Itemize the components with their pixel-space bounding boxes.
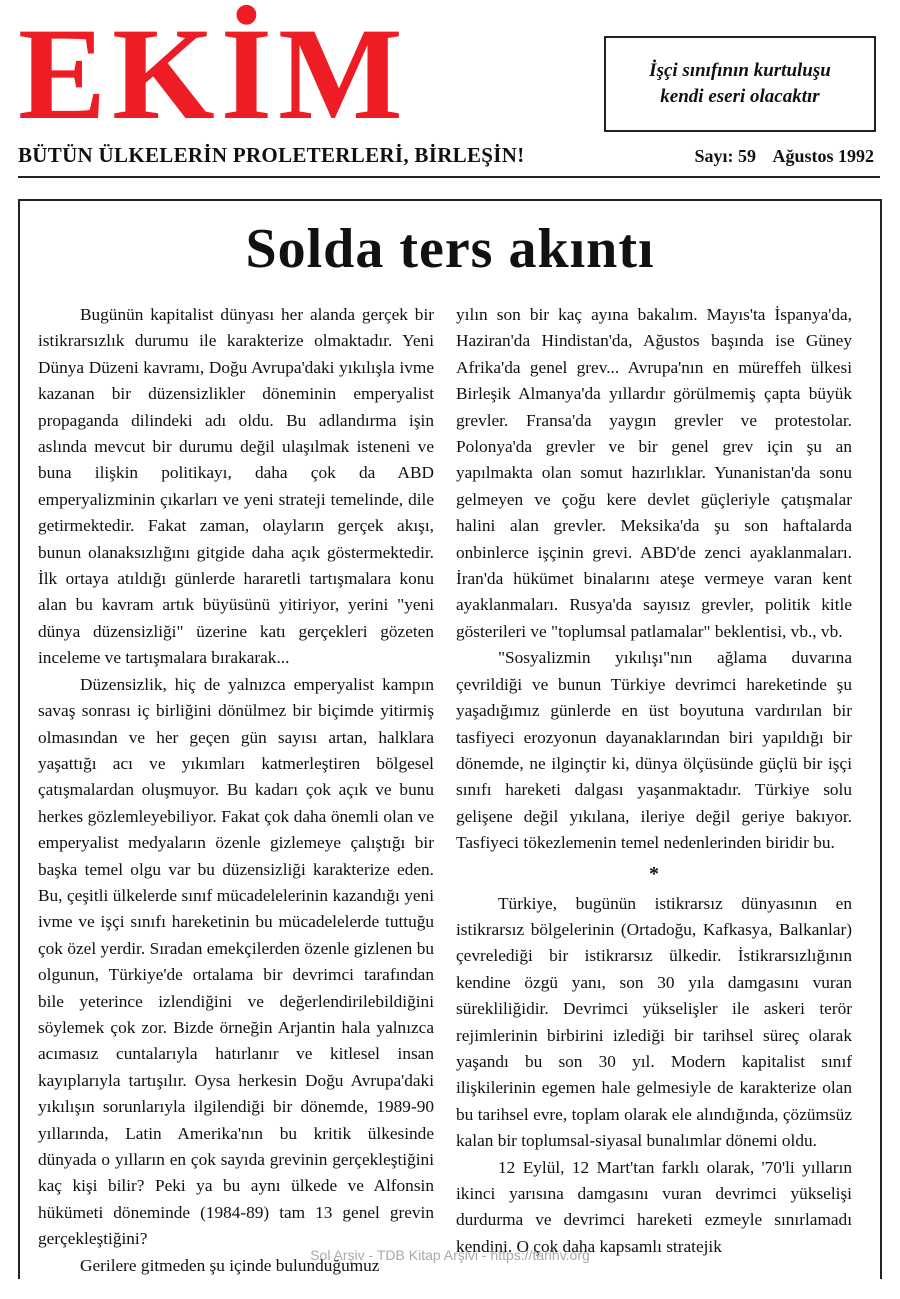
paragraph: Düzensizlik, hiç de yalnızca emperyalist kampın savaş sonrası iç birliğini dönülmez bir biçimde yitirmiş olmasından ve her geçen gün sayısı artan, halklara yaşattığı acı ve yıkımları katmerleştiren bölgesel çatışmalardan oluşmuyor. Bu kadarı çok açık ve bunu herkes gözlemleyebiliyor. Fakat çok daha önemli olan ve emperyalist medyaların özenle gizlemeye çalıştığı bir başka temel olgu var bu düzensizliği karakterize eden. Bu, çeşitli ülkelerde sınıf mücadelelerinin kazandığı yeni ivme ve işçi sınıfı hareketinin bu mücadelelerde tuttuğu çok özel yerdir. Sıradan emekçilerden özenle gizlenen bu olgunun, Türkiye'de ortalama bir devrimci tarafından bile yeterince izlendiğini ve değerlendirilebildiğini söylemek çok zor. Bizde örneğin Arjantin hala yalnızca acımasız cuntalarıyla hatırlanır ve kitlesel insan kayıplarıyla tartışılır. Oysa herkesin Doğu Avrupa'daki yıkılışın sorunlarıyla ilgilendiği bir dönemde, 1989-90 yıllarında, Latin Amerika'nın bu kritik ülkesinde dünyada o yılların en çok sayıda grevinin gerçekleştiğini kaç kişi bilir? Peki ya bu aynı ülkede ve Alfonsin hükümeti döneminde (1984-89) tam 13 genel grevin gerçekleştiğini? xyxy=(38,674,434,1249)
archive-watermark: Sol Arşiv - TDB Kitap Arşivi - https://tarihv.org xyxy=(310,1247,590,1263)
issue-info xyxy=(682,146,874,167)
article-column-left xyxy=(38,302,434,1279)
masthead-slogan: BÜTÜN ÜLKELERİN PROLETERLERİ, BİRLEŞİN! xyxy=(18,143,525,167)
issue-date: Ağustos 1992 xyxy=(772,146,874,166)
motto-line-2: kendi eseri olacaktır xyxy=(660,86,820,107)
issue-number: Sayı: 59 xyxy=(694,146,756,166)
motto-box xyxy=(604,36,876,132)
motto-line-1: İşçi sınıfının kurtuluşu xyxy=(649,60,831,81)
masthead-divider xyxy=(18,176,880,178)
section-separator: * xyxy=(649,862,659,885)
paragraph: yılın son bir kaç ayına bakalım. Mayıs'ta İspanya'da, Haziran'da Hindistan'da, Ağustos başında ise Güney Afrika'da genel grev... Avrupa'nın en müreffeh ülkesi Birleşik Almanya'da yıllardır görülmemiş çapta büyük grevler. Fransa'da yaygın grevler ve protestolar. Polonya'da grevler ve bir genel grev için şu an yapılmakta olan somut hazırlıklar. Yunanistan'da sonu gelmeyen ve çoğu kere devlet güçleriyle çatışmalar halini alan grevler. Meksika'da şu son haftalarda onbinlerce işçinin grevi. ABD'de zenci ayaklanmaları. İran'da hükümet binalarını ateşe vermeye varan kent ayaklanmaları. Rusya'da sayısız grevler, politik kitle gösterileri ve "toplumsal patlamalar" beklentisi, vb., vb. xyxy=(456,305,852,641)
paragraph: "Sosyalizmin yıkılışı"nın ağlama duvarına çevrildiği ve bunun Türkiye devrimci hareketinde şu yaşadığımız günlerde en üst boyutuna vardırılan bir tasfiyeci erozyonun dayanaklarından biri yapıldığı bir dönemde, ne ilginçtir ki, dünya ölçüsünde güçlü bir işçi sınıfı hareketi dalgası yaşanmaktadır. Türkiye solu gelişene değil yıkılana, ileriye değil geriye bakıyor. Tasfiyeci tökezlemenin temel nedenlerinden biridir bu. xyxy=(456,648,852,853)
paragraph: Gerilere gitmeden şu içinde bulunduğumuz xyxy=(80,1255,380,1275)
paragraph: Türkiye, bugünün istikrarsız dünyasının en istikrarsız bölgelerinin (Ortadoğu, Kafkasya, Balkanlar) çevrelediği bir istikrarsız ülkedir. İstikrarsızlığının kendine özgü yanı, son 30 yıla damgasını vuran sürekliliğidir. Devrimci yükselişler ile askeri terör rejimlerinin birbirini izlediği bir tarihsel süreç olarak yaşandı bu son 30 yıl. Modern kapitalist sınıf ilişkilerinin egemen hale gelmesiyle de karakterize olan bu tarihsel evre, toplam olarak ele alındığında, çözümsüz kalan bir toplumsal-siyasal bunalımlar dönemi oldu. xyxy=(456,893,852,1151)
paragraph: 12 Eylül, 12 Mart'tan farklı olarak, '70'li yılların ikinci yarısına damgasını vuran devrimci yükselişi durdurma ve devrimci hareketi ezmeyle sınırlamadı kendini. O çok daha kapsamlı stratejik xyxy=(456,1157,852,1256)
article-headline: Solda ters akıntı xyxy=(245,218,655,280)
paragraph: Bugünün kapitalist dünyası her alanda gerçek bir istikrarsızlık durumu ile karakterize olmaktadır. Yeni Dünya Düzeni kavramı, Doğu Avrupa'daki yıkılışla ivme kazanan bir düzensizlikler döneminin emperyalist propaganda dilindeki adı oldu. Bu adlandırma işin aslında mevcut bir durumu değil ulaşılmak isteneni ve buna ilişkin politikayı, daha çok da ABD emperyalizminin çıkarları ve yeni strateji temelinde, dile getirmektedir. Fakat zaman, olayların gerçek akışı, bunun olanaksızlığını gitgide daha açık göstermektedir. İlk ortaya atıldığı günlerde hararetli tartışmalara konu alan bu kavram artık büyüsünü yitiriyor, yerini "yeni dünya düzensizliği" üzerine katı gerçekleri gözeten inceleme ve tartışmalara bırakarak... xyxy=(38,305,434,668)
article-column-right xyxy=(456,302,852,1260)
newspaper-logo: EKİM xyxy=(18,0,409,147)
masthead xyxy=(0,0,900,190)
